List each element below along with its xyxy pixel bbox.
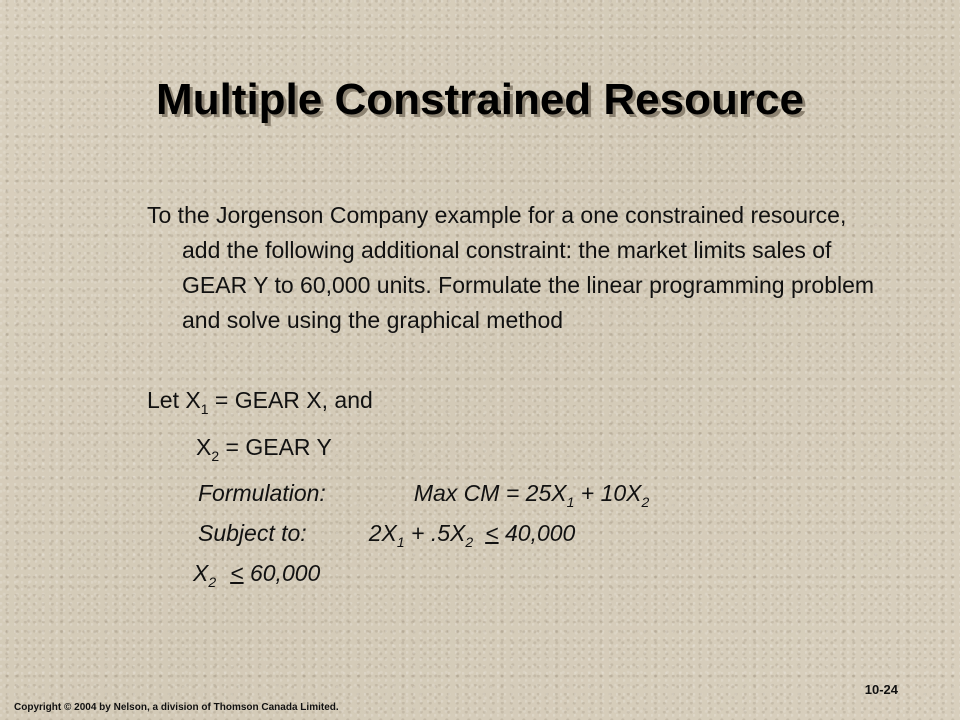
subject-to-line bbox=[198, 518, 575, 548]
subject-to-label: Subject to: bbox=[198, 520, 307, 546]
formulation-line bbox=[198, 478, 649, 508]
constraint2-rhs: 60,000 bbox=[243, 560, 321, 586]
constraint1-mid: + .5X bbox=[404, 520, 466, 546]
slide-title: Multiple Constrained Resource bbox=[156, 75, 804, 124]
constraint1-subscript-1: 1 bbox=[396, 534, 405, 550]
formulation-label: Formulation: bbox=[198, 480, 326, 506]
constraint2-line bbox=[193, 558, 320, 588]
intro-paragraph: To the Jorgenson Company example for a one constrained resource, add the following additional constraint: the market limits sales of GEAR Y to 60,000 units. Formulate the linear programming problem and solve using the graphical method bbox=[147, 202, 875, 333]
x2-subscript: 2 bbox=[211, 448, 220, 464]
constraint2-subscript: 2 bbox=[208, 574, 217, 590]
x2-suffix: = GEAR Y bbox=[219, 434, 332, 460]
page-number: 10-24 bbox=[864, 682, 898, 697]
objective-mid: + 10X bbox=[574, 480, 642, 506]
constraint1-rhs: 40,000 bbox=[498, 520, 576, 546]
constraint2-relation: < bbox=[230, 560, 244, 586]
x2-definition-line bbox=[196, 432, 332, 462]
let-x1-line bbox=[147, 385, 373, 415]
let-x1-subscript: 1 bbox=[200, 401, 209, 417]
copyright-notice: Copyright © 2004 by Nelson, a division of Thomson Canada Limited. bbox=[14, 702, 339, 713]
constraint2-prefix: X bbox=[193, 560, 209, 586]
constraint1-subscript-2: 2 bbox=[465, 534, 474, 550]
x2-prefix: X bbox=[196, 434, 212, 460]
objective-subscript-1: 1 bbox=[566, 494, 575, 510]
objective-subscript-2: 2 bbox=[641, 494, 650, 510]
let-x1-suffix: = GEAR X, and bbox=[208, 387, 373, 413]
objective-start: Max CM = 25X bbox=[413, 480, 567, 506]
constraint1-start: 2X bbox=[368, 520, 397, 546]
constraint1-relation: < bbox=[485, 520, 499, 546]
let-x1-prefix: Let X bbox=[147, 387, 201, 413]
